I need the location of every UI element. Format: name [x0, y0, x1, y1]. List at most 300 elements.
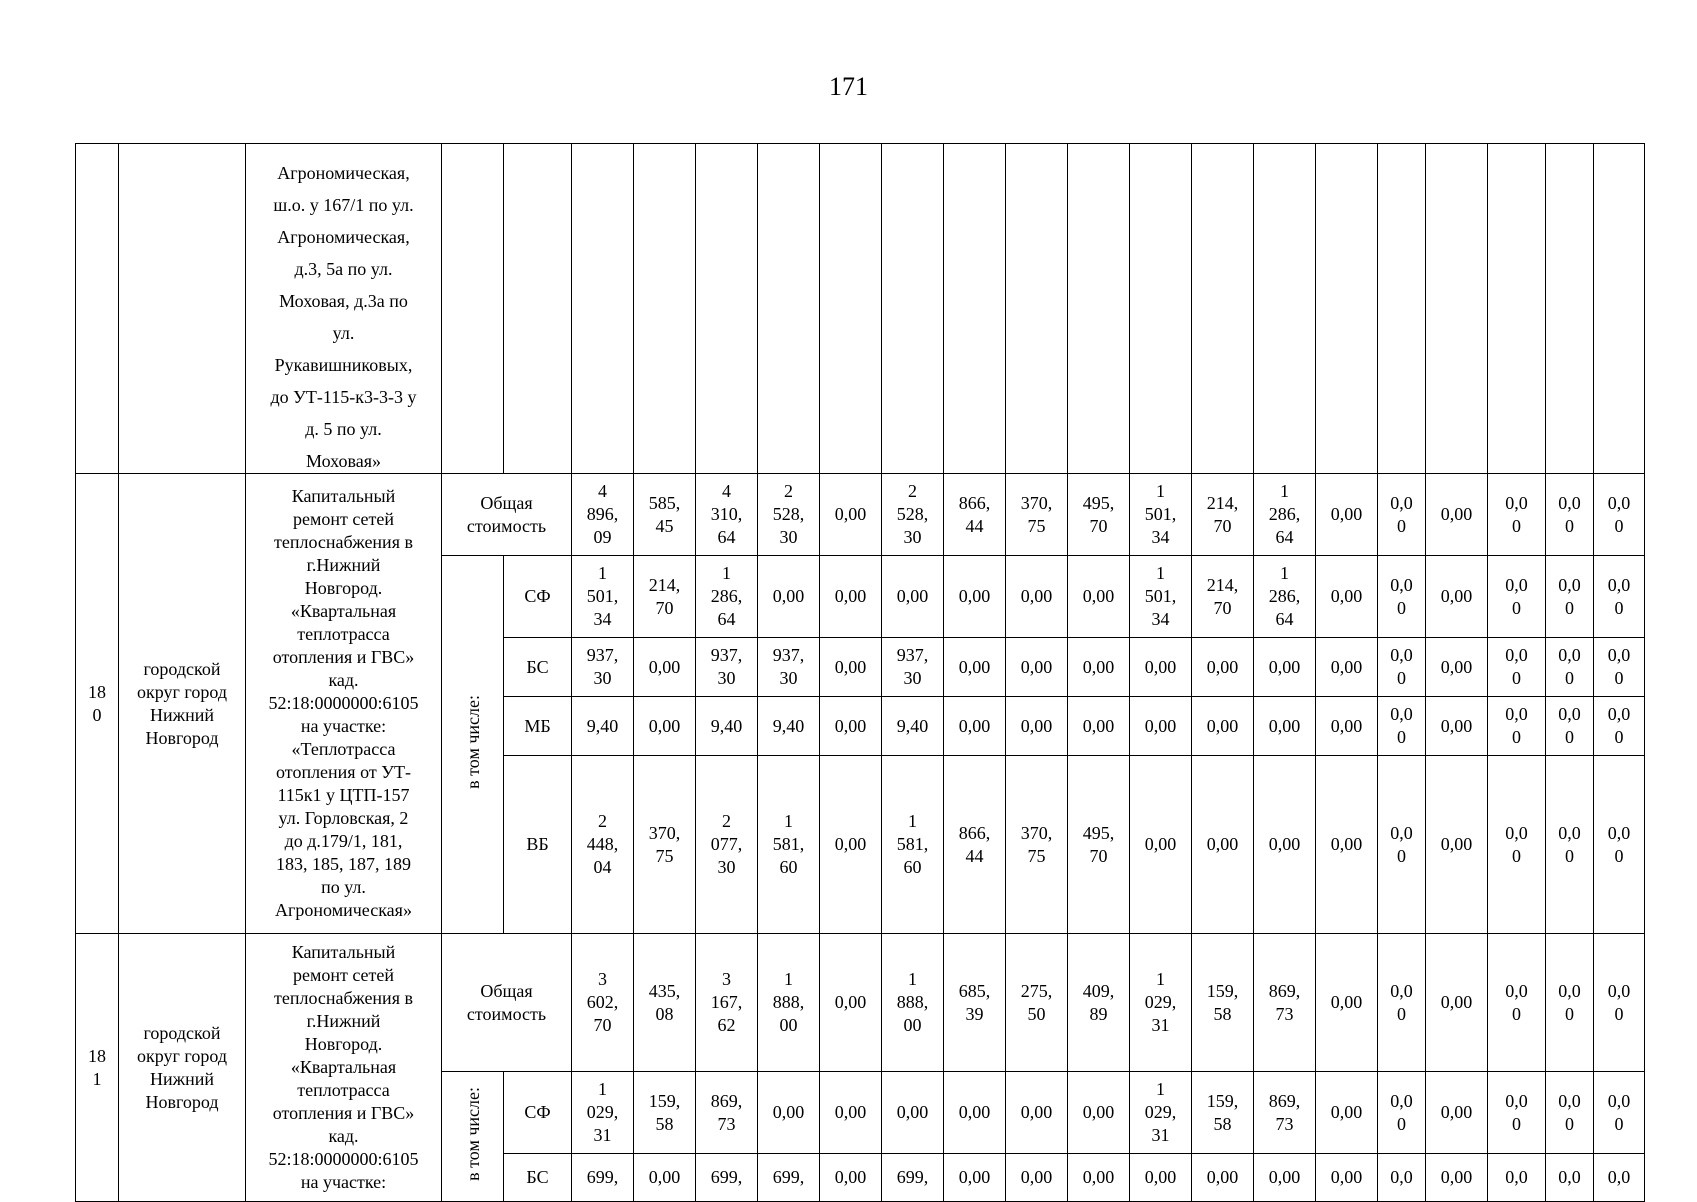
municipality-cell	[119, 474, 246, 934]
value-cell	[1068, 1154, 1130, 1202]
value-cell	[572, 756, 634, 934]
value-cell	[1378, 1072, 1426, 1154]
value-line: 937,	[772, 645, 805, 665]
description-line: на участке:	[300, 1172, 387, 1192]
value-cell	[696, 756, 758, 934]
value-line: 60	[779, 857, 798, 877]
value-cell	[1316, 1154, 1378, 1202]
value-line: 09	[593, 527, 612, 547]
value-line: 501,	[1144, 586, 1177, 606]
value-line: 0,00	[772, 1102, 805, 1122]
value-line: 869,	[1268, 980, 1301, 1001]
value-cell	[1068, 474, 1130, 556]
value-cell	[820, 556, 882, 638]
value-cell	[1192, 556, 1254, 638]
value-line: 0,0	[1607, 574, 1631, 595]
value-line: 0,0	[1607, 1090, 1631, 1111]
value-cell	[696, 638, 758, 697]
municipality-cell	[119, 144, 246, 474]
value-line: 00	[779, 1015, 798, 1035]
value-line: 1	[1156, 563, 1165, 583]
value-cell	[1130, 756, 1192, 934]
value-cell	[1594, 934, 1645, 1072]
value-line: 0,00	[1206, 656, 1239, 677]
value-line: 869,	[1268, 1090, 1301, 1111]
row-number-cell	[76, 144, 119, 474]
description-line: 183, 185, 187, 189	[276, 854, 411, 874]
value-line: 699,	[586, 1167, 619, 1187]
value-line: 30	[779, 668, 798, 688]
value-line: 39	[965, 1003, 984, 1024]
value-cell	[1546, 556, 1594, 638]
value-line: 1	[598, 1079, 607, 1099]
value-line: 70	[1213, 515, 1232, 536]
value-line: 0	[1565, 845, 1574, 866]
value-cell	[1546, 638, 1594, 697]
value-line: 0,0	[1390, 980, 1413, 1001]
value-line: 0,00	[1268, 715, 1301, 736]
value-cell	[1254, 756, 1316, 934]
value-line: 0	[1397, 845, 1406, 866]
value-line: 0	[1512, 1113, 1521, 1134]
value-cell	[758, 144, 820, 474]
value-line: 310,	[710, 504, 743, 524]
value-line: 31	[1151, 1125, 1170, 1145]
value-line: 585,	[648, 492, 681, 513]
value-cell	[758, 934, 820, 1072]
value-line: 0,0	[1558, 1090, 1581, 1111]
value-cell	[1488, 697, 1546, 756]
value-line: 937,	[710, 645, 743, 665]
description-line: Агрономическая,	[277, 163, 410, 183]
value-line: 31	[1151, 1015, 1170, 1035]
value-cell	[1488, 144, 1546, 474]
description-line: по ул.	[321, 877, 366, 897]
value-line: 64	[1275, 609, 1294, 629]
value-cell	[1192, 1072, 1254, 1154]
value-line: 0,00	[1082, 715, 1115, 736]
value-line: 75	[1027, 845, 1046, 866]
value-line: 0,0	[1505, 1090, 1528, 1111]
municipality-line: Новгород	[145, 1091, 219, 1112]
value-cell	[1316, 697, 1378, 756]
value-line: 602,	[586, 992, 619, 1012]
municipality-cell	[119, 934, 246, 1202]
value-cell	[1192, 638, 1254, 697]
value-line: 1	[1280, 563, 1289, 583]
value-line: 0	[1512, 597, 1521, 618]
value-line: 435,	[648, 980, 681, 1001]
description-line: Моховая, д.3а по	[279, 291, 408, 311]
value-line: 0,00	[772, 586, 805, 606]
value-cell	[882, 697, 944, 756]
value-line: 1	[908, 969, 917, 989]
value-cell	[1546, 756, 1594, 934]
value-cell	[1316, 556, 1378, 638]
value-cell	[1068, 934, 1130, 1072]
value-cell	[882, 474, 944, 556]
value-line: 50	[1027, 1003, 1046, 1024]
value-line: 9,40	[896, 715, 929, 736]
value-line: 0,00	[958, 715, 991, 736]
value-cell	[1316, 144, 1378, 474]
value-cell	[1006, 1072, 1068, 1154]
value-line: 0,0	[1390, 1167, 1413, 1187]
value-line: 0	[1397, 597, 1406, 618]
value-cell	[1594, 697, 1645, 756]
value-cell	[1130, 934, 1192, 1072]
value-cell	[1130, 1072, 1192, 1154]
value-line: 0	[1614, 668, 1624, 688]
value-line: 077,	[710, 834, 743, 854]
value-line: 0	[1565, 515, 1574, 536]
row-number-cell	[76, 474, 119, 934]
value-line: 0	[1614, 727, 1624, 747]
value-line: 0,00	[1330, 992, 1363, 1012]
value-line: 0,00	[1082, 1102, 1115, 1122]
row-number-line: 18	[88, 681, 106, 702]
description-line: отопления и ГВС»	[272, 1103, 415, 1123]
value-cell	[1316, 1072, 1378, 1154]
value-cell	[696, 1154, 758, 1202]
value-line: 0,0	[1390, 492, 1413, 513]
value-cell	[696, 934, 758, 1072]
value-line: 1	[722, 563, 731, 583]
value-line: 0,0	[1558, 574, 1581, 595]
value-cell	[820, 638, 882, 697]
description-line: Новгород.	[304, 1034, 383, 1054]
value-line: 0,0	[1505, 645, 1528, 665]
description-line: Моховая»	[306, 451, 381, 471]
value-line: 0,0	[1558, 980, 1581, 1001]
value-cell	[944, 1154, 1006, 1202]
value-cell	[1130, 1154, 1192, 1202]
value-line: 0,00	[1206, 1167, 1239, 1187]
value-cell	[572, 638, 634, 697]
value-cell	[634, 756, 696, 934]
description-line: Агрономическая»	[275, 900, 412, 920]
value-line: 699,	[772, 1167, 805, 1187]
source-code-cell	[504, 144, 572, 474]
value-line: 0,00	[958, 656, 991, 677]
value-cell	[1316, 756, 1378, 934]
description-line: «Теплотрасса	[291, 739, 396, 759]
value-line: 30	[903, 527, 922, 547]
value-cell	[820, 934, 882, 1072]
description-line: Капитальный	[291, 486, 396, 506]
value-line: 1	[598, 563, 607, 583]
value-line: 370,	[648, 822, 681, 843]
value-line: 30	[717, 668, 736, 688]
value-line: 73	[1275, 1003, 1294, 1024]
total-cost-label-line: Общая	[480, 492, 533, 513]
value-line: 70	[655, 597, 674, 618]
value-line: 0	[1512, 845, 1521, 866]
value-line: 0	[1397, 515, 1406, 536]
total-cost-label-line: стоимость	[466, 1003, 547, 1024]
description-line: теплотрасса	[297, 1080, 390, 1100]
value-cell	[1426, 697, 1488, 756]
value-line: 495,	[1082, 492, 1115, 513]
value-cell	[1426, 474, 1488, 556]
source-code-cell: БС	[504, 1154, 572, 1202]
value-cell	[1426, 934, 1488, 1072]
value-line: 0,0	[1607, 492, 1631, 513]
value-cell	[1192, 144, 1254, 474]
value-line: 34	[1151, 609, 1170, 629]
page-number: 171	[829, 72, 868, 101]
value-line: 0,00	[1206, 715, 1239, 736]
value-line: 70	[1089, 845, 1108, 866]
value-line: 888,	[896, 992, 929, 1012]
value-cell	[572, 556, 634, 638]
value-cell	[1594, 1072, 1645, 1154]
value-line: 0,00	[1020, 656, 1053, 677]
label-cell	[442, 144, 504, 474]
municipality-line: Нижний	[150, 704, 214, 725]
value-line: 0,0	[1607, 1167, 1631, 1187]
value-line: 0,00	[1206, 834, 1239, 854]
description-line: кад.	[328, 670, 359, 690]
value-cell	[1546, 144, 1594, 474]
value-cell	[696, 144, 758, 474]
value-cell	[1488, 756, 1546, 934]
value-cell	[882, 556, 944, 638]
description-line: кад.	[328, 1126, 359, 1146]
source-code-cell: БС	[504, 638, 572, 697]
value-line: 0	[1565, 1113, 1574, 1134]
value-cell	[882, 756, 944, 934]
value-line: 4	[598, 481, 607, 501]
description-line: Капитальный	[291, 942, 396, 962]
value-line: 866,	[958, 492, 991, 513]
description-line: г.Нижний	[306, 1011, 381, 1031]
value-line: 0,00	[896, 586, 929, 606]
value-line: 159,	[1206, 1090, 1239, 1111]
value-line: 0,00	[1330, 1167, 1363, 1187]
value-cell	[882, 144, 944, 474]
value-cell	[944, 756, 1006, 934]
value-line: 0,00	[1330, 586, 1363, 606]
value-cell	[1426, 556, 1488, 638]
value-cell	[1254, 1072, 1316, 1154]
value-line: 0,00	[1020, 586, 1053, 606]
value-cell	[1546, 697, 1594, 756]
description-line: Новгород.	[304, 578, 383, 598]
value-line: 0	[1614, 515, 1624, 536]
description-line: г.Нижний	[306, 555, 381, 575]
value-cell	[758, 1154, 820, 1202]
value-cell	[1068, 144, 1130, 474]
value-cell	[882, 1072, 944, 1154]
value-cell	[634, 1154, 696, 1202]
value-cell	[1378, 556, 1426, 638]
value-line: 159,	[1206, 980, 1239, 1001]
value-cell	[1006, 556, 1068, 638]
description-line: Рукавишниковых,	[274, 355, 413, 375]
description-line: «Квартальная	[290, 601, 397, 621]
value-line: 214,	[1206, 574, 1239, 595]
value-line: 370,	[1020, 492, 1053, 513]
source-code-cell: ВБ	[504, 756, 572, 934]
value-cell	[1426, 1154, 1488, 1202]
value-cell	[882, 638, 944, 697]
row-number-line: 18	[88, 1045, 106, 1066]
value-line: 286,	[1268, 504, 1301, 524]
value-cell	[1254, 1154, 1316, 1202]
value-line: 60	[903, 857, 922, 877]
value-cell	[1594, 1154, 1645, 1202]
value-line: 214,	[648, 574, 681, 595]
value-line: 0,00	[834, 992, 867, 1012]
value-cell	[1426, 638, 1488, 697]
value-line: 0,0	[1607, 980, 1631, 1001]
value-cell	[1426, 1072, 1488, 1154]
description-line: д.3, 5а по ул.	[294, 259, 393, 279]
total-cost-label	[442, 934, 572, 1072]
value-line: 1	[784, 811, 793, 831]
value-cell	[1068, 638, 1130, 697]
value-line: 699,	[710, 1167, 743, 1187]
value-line: 0	[1397, 1003, 1406, 1024]
value-line: 9,40	[772, 715, 805, 736]
value-cell	[572, 697, 634, 756]
value-line: 0	[1565, 727, 1574, 747]
value-line: 0	[1565, 668, 1574, 688]
value-line: 0,0	[1607, 645, 1631, 665]
municipality-line: городской	[143, 658, 221, 679]
value-cell	[944, 934, 1006, 1072]
value-line: 0,00	[1440, 1102, 1473, 1122]
value-line: 0,00	[648, 656, 681, 677]
description-line: ул. Горловская, 2	[278, 808, 409, 828]
value-line: 64	[717, 609, 736, 629]
value-line: 528,	[772, 504, 805, 524]
value-line: 0,00	[1440, 504, 1473, 524]
value-cell	[1130, 556, 1192, 638]
total-cost-label-line: стоимость	[466, 515, 547, 536]
value-cell	[758, 556, 820, 638]
row-number-line: 1	[92, 1068, 102, 1089]
value-cell	[1594, 556, 1645, 638]
value-cell	[1254, 474, 1316, 556]
value-cell	[1316, 934, 1378, 1072]
value-line: 1	[1280, 481, 1289, 501]
value-cell	[634, 556, 696, 638]
value-line: 0,00	[1144, 1167, 1177, 1187]
value-line: 0,00	[834, 834, 867, 854]
value-cell	[572, 1154, 634, 1202]
description-line: ремонт сетей	[292, 965, 395, 985]
value-cell	[758, 697, 820, 756]
value-cell	[1192, 697, 1254, 756]
value-line: 0,00	[958, 586, 991, 606]
value-line: 0,00	[1440, 834, 1473, 854]
value-line: 0,0	[1558, 645, 1581, 665]
value-line: 0,00	[1440, 656, 1473, 677]
value-line: 0,00	[1440, 715, 1473, 736]
value-line: 73	[717, 1113, 736, 1134]
value-line: 62	[717, 1015, 736, 1035]
value-cell	[1006, 1154, 1068, 1202]
value-line: 0,00	[1082, 586, 1115, 606]
value-line: 685,	[958, 980, 991, 1001]
value-cell	[820, 756, 882, 934]
value-cell	[634, 474, 696, 556]
value-line: 0,0	[1505, 574, 1528, 595]
value-cell	[572, 934, 634, 1072]
value-line: 937,	[586, 645, 619, 665]
value-cell	[820, 1154, 882, 1202]
value-line: 0,00	[834, 504, 867, 524]
value-cell	[634, 934, 696, 1072]
including-label-cell	[442, 556, 504, 934]
value-line: 286,	[1268, 586, 1301, 606]
value-line: 888,	[772, 992, 805, 1012]
value-line: 0,0	[1390, 645, 1413, 665]
value-line: 286,	[710, 586, 743, 606]
value-line: 0,00	[1268, 834, 1301, 854]
value-line: 0,0	[1558, 492, 1581, 513]
value-line: 0	[1397, 1113, 1406, 1134]
value-line: 44	[965, 515, 984, 536]
value-line: 0	[1614, 597, 1624, 618]
value-line: 866,	[958, 822, 991, 843]
value-cell	[820, 144, 882, 474]
value-line: 0	[1397, 727, 1406, 747]
value-line: 70	[1213, 597, 1232, 618]
value-line: 0,00	[648, 715, 681, 736]
value-line: 0,00	[1268, 1167, 1301, 1187]
value-line: 495,	[1082, 822, 1115, 843]
value-line: 00	[903, 1015, 922, 1035]
value-line: 4	[722, 481, 731, 501]
value-line: 370,	[1020, 822, 1053, 843]
value-line: 2	[598, 811, 607, 831]
value-cell	[758, 474, 820, 556]
value-cell	[758, 638, 820, 697]
description-line: теплотрасса	[297, 624, 390, 644]
value-cell	[1006, 144, 1068, 474]
value-line: 0	[1565, 597, 1574, 618]
value-line: 31	[593, 1125, 612, 1145]
continuation-row	[76, 144, 1645, 474]
value-cell	[572, 144, 634, 474]
value-line: 0,0	[1607, 704, 1631, 724]
value-line: 0,00	[834, 656, 867, 677]
value-line: 0	[1565, 1003, 1574, 1024]
value-cell	[696, 697, 758, 756]
value-cell	[1488, 474, 1546, 556]
value-cell	[1254, 697, 1316, 756]
value-line: 581,	[772, 834, 805, 854]
value-line: 44	[965, 845, 984, 866]
value-line: 0,00	[834, 586, 867, 606]
value-line: 70	[593, 1015, 612, 1035]
value-line: 0,0	[1390, 822, 1413, 843]
value-line: 0,00	[1440, 586, 1473, 606]
description-line: 115к1 у ЦТП-157	[277, 785, 410, 805]
value-cell	[882, 1154, 944, 1202]
description-line: Агрономическая,	[277, 227, 410, 247]
value-line: 0,0	[1505, 822, 1528, 843]
municipality-line: Новгород	[145, 727, 219, 748]
value-cell	[1546, 1154, 1594, 1202]
value-line: 937,	[896, 645, 929, 665]
value-cell	[1488, 556, 1546, 638]
value-line: 0,00	[1144, 834, 1177, 854]
municipality-line: округ город	[137, 681, 227, 702]
